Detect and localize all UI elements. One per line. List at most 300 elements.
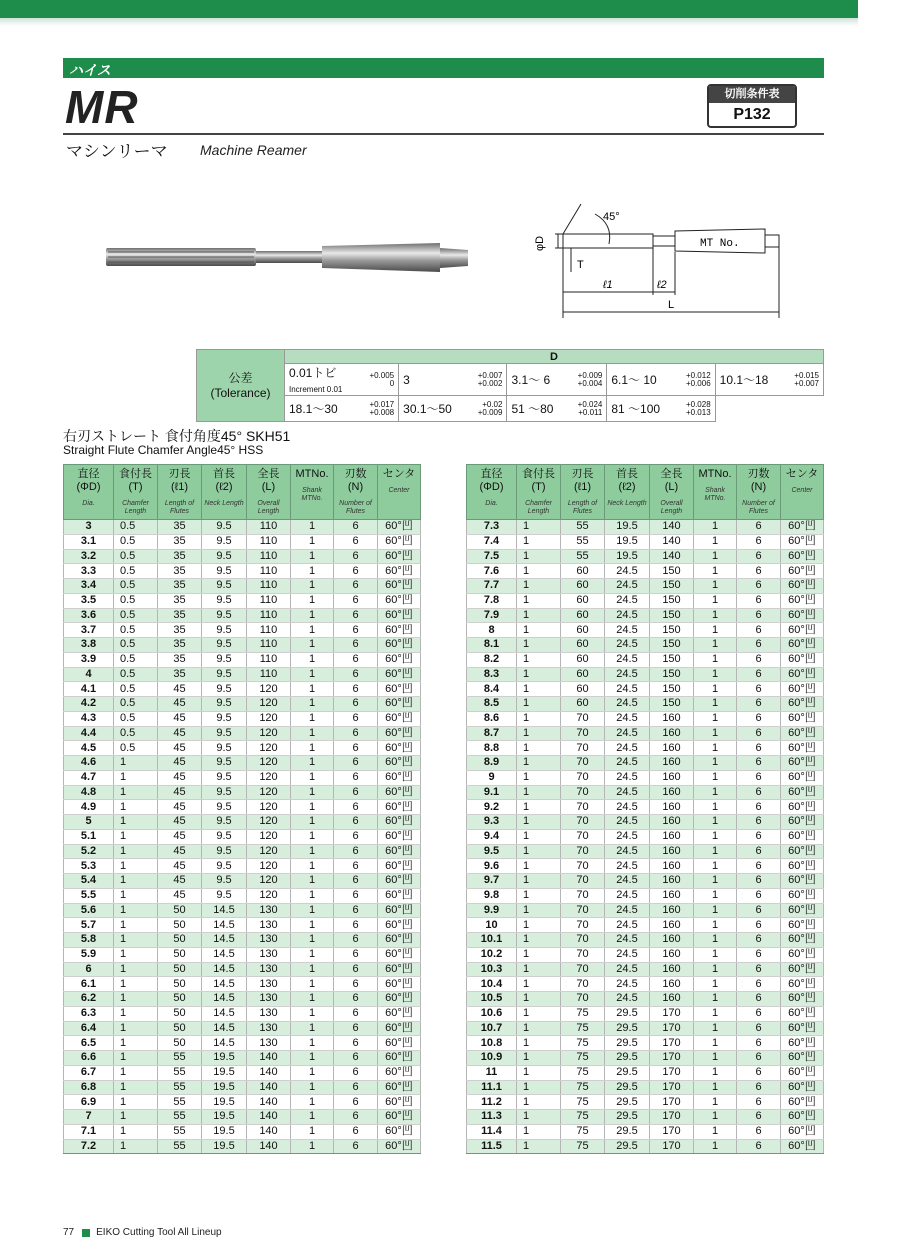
column-header-en: Neck Length <box>607 500 647 507</box>
column-header-jp: 刃数 <box>344 468 367 480</box>
table-cell: 70 <box>561 770 605 785</box>
table-cell: 160 <box>650 756 694 771</box>
table-cell: 1 <box>517 1006 561 1021</box>
table-cell: 6 <box>737 947 781 962</box>
table-cell: 6 <box>334 1036 378 1051</box>
table-cell: 1 <box>291 593 334 608</box>
table-cell: 160 <box>650 977 694 992</box>
table-cell: 11.3 <box>467 1110 517 1125</box>
center-cell: 60°凹 <box>378 1051 421 1066</box>
table-cell: 1 <box>291 756 334 771</box>
table-cell: 4.4 <box>64 726 114 741</box>
column-header <box>202 465 247 520</box>
table-cell: 24.5 <box>605 933 650 948</box>
table-cell: 160 <box>650 785 694 800</box>
center-cell: 60°凹 <box>781 1006 824 1021</box>
table-cell: 45 <box>158 874 202 889</box>
center-cell: 60°凹 <box>378 549 421 564</box>
table-cell: 4.9 <box>64 800 114 815</box>
table-cell: 35 <box>158 608 202 623</box>
table-cell: 110 <box>247 652 291 667</box>
table-cell: 5.3 <box>64 859 114 874</box>
table-cell: 45 <box>158 682 202 697</box>
table-cell: 70 <box>561 741 605 756</box>
table-row <box>467 1006 824 1021</box>
table-cell: 9.5 <box>202 874 247 889</box>
table-cell: 5.9 <box>64 947 114 962</box>
table-cell: 6 <box>737 844 781 859</box>
table-cell: 19.5 <box>202 1095 247 1110</box>
center-cell: 60°凹 <box>378 697 421 712</box>
table-cell: 1 <box>517 1021 561 1036</box>
table-cell: 9.5 <box>202 520 247 535</box>
diagram-t-label: T <box>577 259 584 271</box>
footer-text: EIKO Cutting Tool All Lineup <box>96 1227 222 1238</box>
table-cell: 1 <box>694 962 737 977</box>
table-cell: 3.1 <box>64 534 114 549</box>
tolerance-plus: +0.005 <box>369 370 395 380</box>
center-cell: 60°凹 <box>378 888 421 903</box>
table-row <box>64 977 421 992</box>
table-cell: 4.2 <box>64 697 114 712</box>
table-cell: 4.7 <box>64 770 114 785</box>
table-cell: 170 <box>650 1021 694 1036</box>
table-row <box>64 1139 421 1154</box>
table-cell: 10.1 <box>467 933 517 948</box>
table-cell: 3.3 <box>64 564 114 579</box>
center-cell: 60°凹 <box>781 652 824 667</box>
top-band <box>0 0 858 18</box>
table-cell: 6 <box>334 962 378 977</box>
table-cell: 110 <box>247 520 291 535</box>
table-cell: 160 <box>650 741 694 756</box>
table-cell: 24.5 <box>605 756 650 771</box>
table-cell: 24.5 <box>605 962 650 977</box>
table-cell: 1 <box>517 977 561 992</box>
table-cell: 1 <box>694 992 737 1007</box>
table-cell: 29.5 <box>605 1036 650 1051</box>
table-cell: 9.6 <box>467 859 517 874</box>
table-cell: 24.5 <box>605 697 650 712</box>
table-cell: 1 <box>694 815 737 830</box>
product-title-en: Machine Reamer <box>200 142 307 158</box>
table-cell: 6 <box>737 564 781 579</box>
table-cell: 1 <box>517 1110 561 1125</box>
table-row <box>64 1021 421 1036</box>
table-cell: 1 <box>114 1065 158 1080</box>
table-cell: 3.4 <box>64 579 114 594</box>
table-cell: 0.5 <box>114 549 158 564</box>
column-header <box>334 465 378 520</box>
table-row <box>64 888 421 903</box>
table-cell: 75 <box>561 1036 605 1051</box>
table-cell: 7 <box>64 1110 114 1125</box>
table-row <box>64 623 421 638</box>
table-cell: 9.5 <box>202 623 247 638</box>
table-cell: 1 <box>291 903 334 918</box>
table-cell: 29.5 <box>605 1021 650 1036</box>
table-cell: 160 <box>650 947 694 962</box>
table-cell: 60 <box>561 652 605 667</box>
table-row <box>467 933 824 948</box>
table-cell: 6 <box>334 682 378 697</box>
table-cell: 1 <box>517 623 561 638</box>
table-cell: 6.3 <box>64 1006 114 1021</box>
center-cell: 60°凹 <box>781 608 824 623</box>
table-cell: 1 <box>517 593 561 608</box>
table-cell: 19.5 <box>605 534 650 549</box>
table-cell: 29.5 <box>605 1110 650 1125</box>
center-cell: 60°凹 <box>781 933 824 948</box>
table-cell: 1 <box>114 756 158 771</box>
table-cell: 160 <box>650 903 694 918</box>
table-cell: 120 <box>247 770 291 785</box>
table-cell: 0.5 <box>114 741 158 756</box>
table-cell: 1 <box>114 1124 158 1139</box>
table-cell: 70 <box>561 844 605 859</box>
table-cell: 1 <box>291 520 334 535</box>
table-cell: 1 <box>291 682 334 697</box>
table-cell: 14.5 <box>202 1006 247 1021</box>
center-cell: 60°凹 <box>781 579 824 594</box>
table-cell: 50 <box>158 977 202 992</box>
table-cell: 8.5 <box>467 697 517 712</box>
table-cell: 6 <box>737 829 781 844</box>
table-cell: 7.9 <box>467 608 517 623</box>
center-cell: 60°凹 <box>781 977 824 992</box>
table-cell: 24.5 <box>605 992 650 1007</box>
tolerance-minus: +0.013 <box>685 407 711 417</box>
center-cell: 60°凹 <box>378 638 421 653</box>
table-row <box>64 770 421 785</box>
cutting-condition-badge[interactable] <box>707 84 797 128</box>
table-cell: 1 <box>694 534 737 549</box>
table-cell: 6 <box>334 534 378 549</box>
table-cell: 70 <box>561 947 605 962</box>
table-cell: 170 <box>650 1036 694 1051</box>
column-header <box>650 465 694 520</box>
table-cell: 6 <box>334 947 378 962</box>
table-cell: 1 <box>517 726 561 741</box>
column-header-en: Dia. <box>485 500 498 507</box>
table-cell: 1 <box>694 1021 737 1036</box>
center-cell: 60°凹 <box>781 756 824 771</box>
table-cell: 6 <box>334 608 378 623</box>
table-cell: 75 <box>561 1006 605 1021</box>
table-cell: 11.1 <box>467 1080 517 1095</box>
table-row <box>64 1006 421 1021</box>
table-cell: 1 <box>517 741 561 756</box>
table-cell: 130 <box>247 947 291 962</box>
table-row <box>467 1110 824 1125</box>
table-cell: 6 <box>334 741 378 756</box>
table-cell: 24.5 <box>605 829 650 844</box>
table-cell: 6.6 <box>64 1051 114 1066</box>
table-cell: 1 <box>114 1021 158 1036</box>
table-cell: 45 <box>158 800 202 815</box>
tolerance-cell <box>715 364 823 396</box>
table-cell: 120 <box>247 697 291 712</box>
table-cell: 1 <box>694 1006 737 1021</box>
table-cell: 6 <box>737 1006 781 1021</box>
column-header-jp: MTNo. <box>295 468 329 480</box>
table-cell: 24.5 <box>605 918 650 933</box>
center-cell: 60°凹 <box>781 800 824 815</box>
table-cell: 1 <box>517 815 561 830</box>
table-cell: 1 <box>517 933 561 948</box>
table-cell: 0.5 <box>114 726 158 741</box>
table-cell: 5.8 <box>64 933 114 948</box>
table-cell: 1 <box>694 579 737 594</box>
table-cell: 50 <box>158 947 202 962</box>
table-cell: 8.9 <box>467 756 517 771</box>
table-cell: 130 <box>247 962 291 977</box>
table-cell: 1 <box>291 1065 334 1080</box>
table-cell: 130 <box>247 1006 291 1021</box>
table-cell: 35 <box>158 520 202 535</box>
table-cell: 60 <box>561 682 605 697</box>
center-cell: 60°凹 <box>378 520 421 535</box>
table-cell: 70 <box>561 785 605 800</box>
table-cell: 9.5 <box>202 682 247 697</box>
table-cell: 9.1 <box>467 785 517 800</box>
table-cell: 5 <box>64 815 114 830</box>
table-cell: 10.5 <box>467 992 517 1007</box>
center-cell: 60°凹 <box>378 992 421 1007</box>
table-cell: 60 <box>561 638 605 653</box>
table-row <box>467 770 824 785</box>
column-header-jp: 刃長 <box>571 468 594 480</box>
table-cell: 7.5 <box>467 549 517 564</box>
table-cell: 1 <box>694 1065 737 1080</box>
table-cell: 1 <box>694 682 737 697</box>
table-cell: 1 <box>694 829 737 844</box>
table-cell: 8.1 <box>467 638 517 653</box>
table-cell: 9.5 <box>202 534 247 549</box>
table-cell: 7.8 <box>467 593 517 608</box>
table-cell: 8.6 <box>467 711 517 726</box>
table-cell: 19.5 <box>605 549 650 564</box>
table-row <box>467 534 824 549</box>
center-cell: 60°凹 <box>378 1124 421 1139</box>
table-cell: 1 <box>694 520 737 535</box>
table-cell: 6 <box>737 549 781 564</box>
center-cell: 60°凹 <box>378 608 421 623</box>
center-cell: 60°凹 <box>781 520 824 535</box>
table-row <box>64 1065 421 1080</box>
table-cell: 150 <box>650 682 694 697</box>
table-cell: 19.5 <box>202 1124 247 1139</box>
table-cell: 6.7 <box>64 1065 114 1080</box>
table-cell: 6 <box>334 756 378 771</box>
table-cell: 1 <box>291 874 334 889</box>
tolerance-minus: +0.008 <box>369 407 395 417</box>
table-cell: 3 <box>64 520 114 535</box>
table-cell: 1 <box>517 711 561 726</box>
tolerance-range: 10.1～18 <box>719 373 769 387</box>
column-header-jp: 直径 <box>77 468 100 480</box>
tolerance-cell <box>507 396 607 422</box>
column-header-jp: センタ <box>382 468 416 480</box>
table-cell: 9.5 <box>202 844 247 859</box>
tolerance-range: 3 <box>403 372 410 387</box>
table-cell: 10.6 <box>467 1006 517 1021</box>
table-cell: 8.8 <box>467 741 517 756</box>
table-cell: 60 <box>561 667 605 682</box>
category-bar <box>63 58 824 78</box>
table-cell: 170 <box>650 1051 694 1066</box>
table-cell: 150 <box>650 593 694 608</box>
table-cell: 120 <box>247 682 291 697</box>
table-cell: 6 <box>737 785 781 800</box>
table-cell: 24.5 <box>605 652 650 667</box>
table-cell: 6 <box>737 667 781 682</box>
center-cell: 60°凹 <box>781 815 824 830</box>
table-cell: 24.5 <box>605 859 650 874</box>
table-cell: 170 <box>650 1006 694 1021</box>
table-cell: 70 <box>561 933 605 948</box>
table-cell: 7.6 <box>467 564 517 579</box>
table-cell: 1 <box>291 815 334 830</box>
table-cell: 150 <box>650 579 694 594</box>
table-cell: 120 <box>247 859 291 874</box>
table-cell: 6 <box>64 962 114 977</box>
table-cell: 1 <box>291 697 334 712</box>
table-cell: 1 <box>694 564 737 579</box>
table-row <box>64 726 421 741</box>
table-cell: 19.5 <box>202 1051 247 1066</box>
table-cell: 150 <box>650 638 694 653</box>
table-cell: 6 <box>737 1051 781 1066</box>
center-cell: 60°凹 <box>781 888 824 903</box>
table-cell: 1 <box>694 888 737 903</box>
table-cell: 110 <box>247 593 291 608</box>
table-cell: 140 <box>650 534 694 549</box>
table-cell: 6.4 <box>64 1021 114 1036</box>
table-cell: 6 <box>737 888 781 903</box>
table-cell: 1 <box>291 1095 334 1110</box>
table-cell: 29.5 <box>605 1080 650 1095</box>
table-row <box>64 829 421 844</box>
table-cell: 1 <box>694 667 737 682</box>
table-row <box>467 549 824 564</box>
table-cell: 1 <box>517 1095 561 1110</box>
tolerance-cell <box>607 364 715 396</box>
table-cell: 1 <box>694 608 737 623</box>
table-cell: 0.5 <box>114 682 158 697</box>
center-cell: 60°凹 <box>378 593 421 608</box>
table-cell: 160 <box>650 815 694 830</box>
center-cell: 60°凹 <box>781 859 824 874</box>
table-cell: 50 <box>158 933 202 948</box>
table-cell: 1 <box>291 549 334 564</box>
table-cell: 1 <box>291 608 334 623</box>
table-cell: 110 <box>247 638 291 653</box>
table-cell: 150 <box>650 623 694 638</box>
center-cell: 60°凹 <box>781 682 824 697</box>
table-cell: 4.1 <box>64 682 114 697</box>
table-row <box>64 682 421 697</box>
table-row <box>64 903 421 918</box>
table-cell: 1 <box>694 933 737 948</box>
table-cell: 140 <box>650 549 694 564</box>
table-cell: 1 <box>694 947 737 962</box>
table-cell: 9.5 <box>202 800 247 815</box>
tolerance-range: 6.1～ 10 <box>611 373 657 387</box>
center-cell: 60°凹 <box>781 1080 824 1095</box>
table-cell: 19.5 <box>202 1065 247 1080</box>
table-cell: 24.5 <box>605 564 650 579</box>
table-cell: 6.1 <box>64 977 114 992</box>
table-row <box>64 549 421 564</box>
table-cell: 140 <box>247 1080 291 1095</box>
column-header-jp: 直径 <box>480 468 503 480</box>
table-row <box>467 608 824 623</box>
table-cell: 1 <box>114 1036 158 1051</box>
table-cell: 24.5 <box>605 977 650 992</box>
table-cell: 6 <box>334 844 378 859</box>
table-cell: 1 <box>114 918 158 933</box>
table-cell: 1 <box>517 785 561 800</box>
tolerance-cell <box>285 364 399 396</box>
table-cell: 120 <box>247 711 291 726</box>
table-row <box>467 1124 824 1139</box>
table-cell: 24.5 <box>605 800 650 815</box>
table-cell: 45 <box>158 815 202 830</box>
column-header-en: Shank MTNo. <box>704 487 726 502</box>
table-cell: 6 <box>737 638 781 653</box>
table-cell: 19.5 <box>202 1080 247 1095</box>
tolerance-minus: +0.004 <box>577 378 603 388</box>
table-cell: 50 <box>158 992 202 1007</box>
table-cell: 24.5 <box>605 785 650 800</box>
model-name: MR <box>65 81 139 133</box>
table-cell: 75 <box>561 1110 605 1125</box>
center-cell: 60°凹 <box>781 564 824 579</box>
table-cell: 3.7 <box>64 623 114 638</box>
table-cell: 6 <box>737 962 781 977</box>
table-cell: 1 <box>291 992 334 1007</box>
table-cell: 35 <box>158 623 202 638</box>
table-cell: 45 <box>158 711 202 726</box>
column-header <box>378 465 421 520</box>
table-cell: 55 <box>158 1051 202 1066</box>
table-row <box>467 785 824 800</box>
table-cell: 1 <box>694 623 737 638</box>
column-header-jp: MTNo. <box>698 468 732 480</box>
table-cell: 6 <box>737 579 781 594</box>
table-cell: 14.5 <box>202 933 247 948</box>
table-cell: 55 <box>158 1139 202 1154</box>
table-cell: 6 <box>334 933 378 948</box>
table-row <box>467 992 824 1007</box>
table-row <box>467 800 824 815</box>
table-cell: 6 <box>334 711 378 726</box>
tolerance-plus: +0.015 <box>794 370 819 380</box>
table-row <box>467 844 824 859</box>
table-cell: 10 <box>467 918 517 933</box>
table-cell: 6 <box>737 815 781 830</box>
diagram-l-label: L <box>668 299 675 311</box>
table-cell: 45 <box>158 697 202 712</box>
table-cell: 6 <box>334 593 378 608</box>
table-cell: 160 <box>650 992 694 1007</box>
table-cell: 6 <box>737 697 781 712</box>
column-header <box>64 465 114 520</box>
table-cell: 0.5 <box>114 667 158 682</box>
diagram-angle-label: 45° <box>603 211 620 223</box>
table-cell: 9.5 <box>202 741 247 756</box>
